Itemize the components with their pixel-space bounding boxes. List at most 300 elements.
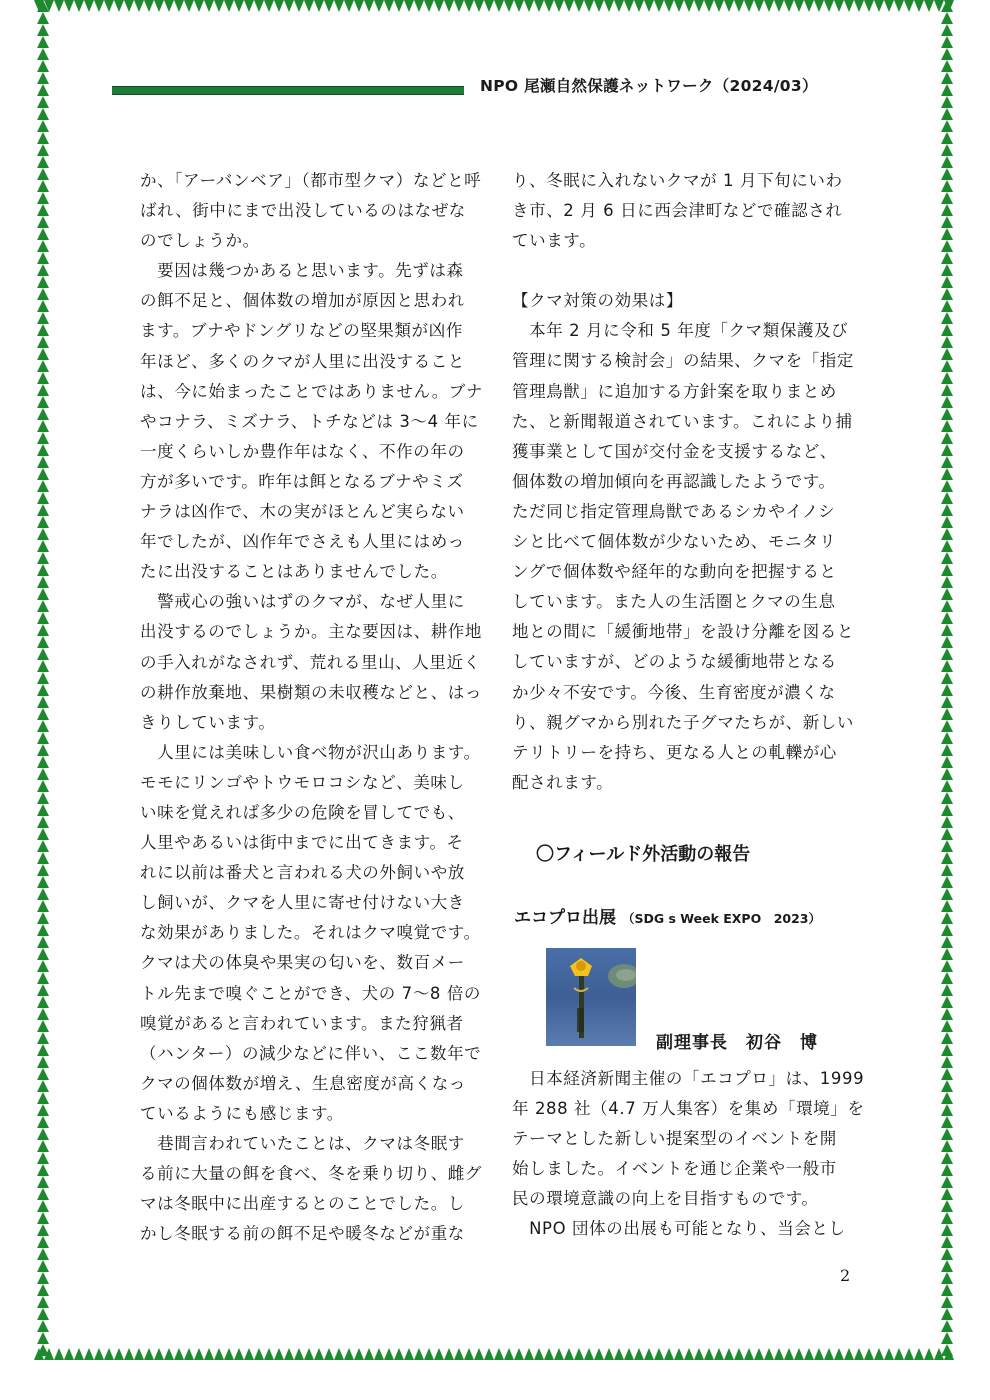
border-triangle (941, 1032, 953, 1044)
border-triangle (941, 384, 953, 396)
border-triangle (37, 540, 49, 552)
border-triangle (584, 0, 594, 12)
border-triangle (444, 0, 454, 12)
border-triangle (64, 0, 74, 12)
border-triangle (394, 0, 404, 12)
border-triangle (941, 228, 953, 240)
border-triangle (941, 276, 953, 288)
border-triangle (941, 96, 953, 108)
border-triangle (264, 1348, 274, 1360)
border-triangle (941, 660, 953, 672)
border-triangle (37, 252, 49, 264)
border-triangle (774, 0, 784, 12)
border-triangle (941, 708, 953, 720)
border-triangle (404, 0, 414, 12)
border-triangle (524, 0, 534, 12)
border-triangle (941, 1260, 953, 1272)
border-triangle (941, 1140, 953, 1152)
text-line: のでしょうか。 (140, 231, 260, 251)
border-triangle (37, 600, 49, 612)
border-triangle (484, 0, 494, 12)
border-triangle (894, 1348, 904, 1360)
border-triangle (941, 996, 953, 1008)
border-triangle (294, 0, 304, 12)
border-triangle (941, 24, 953, 36)
border-triangle (941, 540, 953, 552)
border-triangle (941, 720, 953, 732)
border-triangle (37, 276, 49, 288)
border-triangle (684, 1348, 694, 1360)
border-triangle (74, 0, 84, 12)
text-line: しています。また人の生活圏とクマの生息 (512, 592, 836, 612)
border-triangle (941, 300, 953, 312)
border-triangle (494, 1348, 504, 1360)
border-triangle (174, 0, 184, 12)
border-triangle (37, 792, 49, 804)
text-line: 本年 2 月に令和 5 年度「クマ類保護及び (512, 321, 849, 341)
border-triangle (744, 0, 754, 12)
text-line: 出没するのでしょうか。主な要因は、耕作地 (140, 622, 482, 642)
border-triangle (344, 1348, 354, 1360)
border-triangle (37, 1008, 49, 1020)
border-triangle (624, 0, 634, 12)
border-triangle (941, 360, 953, 372)
border-triangle (37, 1224, 49, 1236)
border-triangle (634, 0, 644, 12)
border-triangle (37, 132, 49, 144)
text-line: テリトリーを持ち、更なる人との軋轢が心 (512, 742, 837, 762)
border-triangle (37, 312, 49, 324)
border-triangle (904, 1348, 914, 1360)
text-line: ナラは凶作で、木の実がほとんど実らない (140, 502, 465, 522)
border-triangle (114, 1348, 124, 1360)
border-triangle (37, 696, 49, 708)
border-triangle (784, 1348, 794, 1360)
border-triangle (37, 12, 49, 24)
border-triangle (941, 876, 953, 888)
border-triangle (941, 936, 953, 948)
border-triangle (37, 468, 49, 480)
border-triangle (37, 300, 49, 312)
border-triangle (37, 684, 49, 696)
border-triangle (941, 1236, 953, 1248)
left-column (140, 166, 492, 1249)
text-line: り、親グマから別れた子グマたちが、新しい (512, 712, 854, 732)
border-triangle (664, 1348, 674, 1360)
text-line: か、「アーバンベア」（都市型クマ）などと呼 (140, 171, 482, 190)
border-triangle (941, 816, 953, 828)
border-triangle (941, 1116, 953, 1128)
border-triangle (941, 552, 953, 564)
border-triangle (37, 24, 49, 36)
border-triangle (324, 1348, 334, 1360)
border-triangle (37, 420, 49, 432)
text-line: の手入れがなされず、荒れる里山、人里近く (140, 652, 481, 672)
border-triangle (54, 1348, 64, 1360)
border-triangle (941, 1044, 953, 1056)
border-triangle (174, 1348, 184, 1360)
border-triangle (254, 1348, 264, 1360)
border-triangle (941, 888, 953, 900)
border-triangle (37, 660, 49, 672)
paragraph (140, 738, 492, 1129)
border-triangle (464, 1348, 474, 1360)
text-line: 管理鳥獣」に追加する方針案を取りまとめ (512, 381, 837, 401)
text-line: 配されます。 (512, 772, 614, 792)
border-triangle (37, 996, 49, 1008)
border-triangle (624, 1348, 634, 1360)
text-line: ているようにも感じます。 (140, 1103, 344, 1123)
border-triangle (874, 1348, 884, 1360)
report-text (512, 1064, 864, 1245)
border-triangle (37, 444, 49, 456)
border-triangle (941, 1056, 953, 1068)
border-triangle (941, 768, 953, 780)
border-triangle (924, 1348, 934, 1360)
border-triangle (941, 312, 953, 324)
border-triangle (124, 0, 134, 12)
border-triangle (941, 144, 953, 156)
border-triangle (554, 1348, 564, 1360)
border-triangle (754, 1348, 764, 1360)
border-triangle (941, 12, 953, 24)
border-triangle (941, 0, 953, 12)
border-triangle (941, 1152, 953, 1164)
text-line: きりしています。 (140, 712, 276, 732)
text-line: 方が多いです。昨年は餌となるブナやミズ (140, 471, 464, 491)
header-bar (112, 86, 464, 95)
border-triangle (244, 0, 254, 12)
border-triangle (37, 1248, 49, 1260)
border-triangle (474, 0, 484, 12)
border-triangle (37, 1200, 49, 1212)
border-triangle (874, 0, 884, 12)
border-triangle (824, 0, 834, 12)
border-triangle (264, 0, 274, 12)
border-triangle (524, 1348, 534, 1360)
border-triangle (37, 480, 49, 492)
text-line: 人里には美味しい食べ物が沢山あります。 (140, 742, 481, 762)
border-triangle (37, 228, 49, 240)
flower-photo (546, 948, 636, 1046)
border-triangle (941, 1068, 953, 1080)
text-line: の耕作放棄地、果樹類の未収穫などと、はっ (140, 682, 482, 702)
left-border (36, 0, 50, 1362)
border-triangle (834, 1348, 844, 1360)
border-triangle (724, 1348, 734, 1360)
border-triangle (554, 0, 564, 12)
border-triangle (454, 1348, 464, 1360)
text-line: た、と新聞報道されています。これにより捕 (512, 411, 853, 431)
border-triangle (894, 0, 904, 12)
border-triangle (37, 840, 49, 852)
right-column (512, 166, 857, 798)
border-triangle (941, 1188, 953, 1200)
border-triangle (144, 1348, 154, 1360)
border-triangle (434, 0, 444, 12)
border-triangle (941, 48, 953, 60)
border-triangle (37, 240, 49, 252)
border-triangle (941, 1344, 953, 1356)
border-triangle (604, 1348, 614, 1360)
border-triangle (37, 936, 49, 948)
border-triangle (37, 1116, 49, 1128)
border-triangle (594, 1348, 604, 1360)
border-triangle (37, 852, 49, 864)
border-triangle (814, 1348, 824, 1360)
border-triangle (941, 408, 953, 420)
text-line: シと比べて個体数が少ないため、モニタリ (512, 532, 837, 552)
border-triangle (37, 120, 49, 132)
border-triangle (37, 960, 49, 972)
paragraph (140, 256, 492, 587)
border-triangle (37, 108, 49, 120)
border-triangle (194, 0, 204, 12)
border-triangle (114, 0, 124, 12)
border-triangle (564, 0, 574, 12)
text-line: やコナラ、ミズナラ、トチなどは 3～4 年に (140, 411, 479, 431)
border-triangle (794, 0, 804, 12)
border-triangle (564, 1348, 574, 1360)
border-triangle (164, 0, 174, 12)
border-triangle (774, 1348, 784, 1360)
border-triangle (134, 1348, 144, 1360)
border-triangle (414, 1348, 424, 1360)
border-triangle (37, 912, 49, 924)
border-triangle (37, 1284, 49, 1296)
border-triangle (941, 852, 953, 864)
border-triangle (941, 1008, 953, 1020)
border-triangle (644, 0, 654, 12)
border-triangle (37, 828, 49, 840)
border-triangle (941, 984, 953, 996)
text-line: 民の環境意識の向上を目指すものです。 (512, 1189, 819, 1209)
border-triangle (214, 0, 224, 12)
text-line: 年でしたが、凶作年でさえも人里にはめっ (140, 532, 465, 552)
border-triangle (37, 780, 49, 792)
border-triangle (37, 1296, 49, 1308)
border-triangle (941, 420, 953, 432)
border-triangle (941, 216, 953, 228)
border-triangle (37, 156, 49, 168)
border-triangle (254, 0, 264, 12)
border-triangle (154, 1348, 164, 1360)
border-triangle (941, 480, 953, 492)
border-triangle (494, 0, 504, 12)
border-triangle (37, 384, 49, 396)
border-triangle (941, 264, 953, 276)
border-triangle (104, 0, 114, 12)
border-triangle (674, 1348, 684, 1360)
border-triangle (734, 1348, 744, 1360)
border-triangle (37, 576, 49, 588)
border-triangle (654, 1348, 664, 1360)
text-line: 日本経済新聞主催の「エコプロ」は、1999 (512, 1069, 865, 1088)
border-triangle (37, 432, 49, 444)
border-triangle (37, 1332, 49, 1344)
border-triangle (37, 1236, 49, 1248)
border-triangle (37, 948, 49, 960)
border-triangle (941, 588, 953, 600)
border-triangle (834, 0, 844, 12)
border-triangle (764, 1348, 774, 1360)
border-triangle (454, 0, 464, 12)
border-triangle (941, 1284, 953, 1296)
border-triangle (444, 1348, 454, 1360)
text-line: していますが、どのような緩衝地帯となる (512, 652, 837, 672)
border-triangle (37, 492, 49, 504)
border-triangle (941, 528, 953, 540)
border-triangle (244, 1348, 254, 1360)
border-triangle (37, 984, 49, 996)
border-triangle (941, 324, 953, 336)
border-triangle (304, 1348, 314, 1360)
border-triangle (941, 468, 953, 480)
border-triangle (37, 1044, 49, 1056)
right-border (940, 0, 954, 1362)
border-triangle (484, 1348, 494, 1360)
border-triangle (941, 1212, 953, 1224)
border-triangle (941, 1332, 953, 1344)
border-triangle (37, 144, 49, 156)
byline: 副理事長 初谷 博 (656, 1033, 818, 1053)
border-triangle (37, 864, 49, 876)
border-triangle (941, 672, 953, 684)
border-triangle (204, 1348, 214, 1360)
border-triangle (37, 768, 49, 780)
border-triangle (744, 1348, 754, 1360)
border-triangle (37, 1188, 49, 1200)
border-triangle (37, 1032, 49, 1044)
text-line: か少々不安です。今後、生育密度が濃くな (512, 682, 836, 702)
text-line: たに出没することはありませんでした。 (140, 562, 448, 582)
border-triangle (941, 624, 953, 636)
border-triangle (941, 1020, 953, 1032)
border-triangle (941, 1092, 953, 1104)
bottom-border (34, 1348, 956, 1362)
border-triangle (941, 804, 953, 816)
border-triangle (37, 36, 49, 48)
border-triangle (37, 888, 49, 900)
border-triangle (941, 396, 953, 408)
border-triangle (941, 180, 953, 192)
border-triangle (37, 1056, 49, 1068)
border-triangle (904, 0, 914, 12)
text-line: 警戒心の強いはずのクマが、なぜ人里に (140, 592, 465, 612)
border-triangle (914, 0, 924, 12)
border-triangle (941, 456, 953, 468)
border-triangle (941, 60, 953, 72)
border-triangle (37, 1308, 49, 1320)
border-triangle (504, 1348, 514, 1360)
border-triangle (224, 0, 234, 12)
border-triangle (324, 0, 334, 12)
border-triangle (37, 180, 49, 192)
border-triangle (37, 1272, 49, 1284)
border-triangle (941, 1248, 953, 1260)
border-triangle (37, 972, 49, 984)
text-line: 人里やあるいは街中までに出てきます。そ (140, 833, 464, 853)
border-triangle (654, 0, 664, 12)
border-triangle (514, 1348, 524, 1360)
border-triangle (37, 60, 49, 72)
border-triangle (384, 0, 394, 12)
text-line: り、冬眠に入れないクマが 1 月下旬にいわ (512, 171, 843, 190)
border-triangle (314, 1348, 324, 1360)
text-line: クマは犬の体臭や果実の匂いを、数百メー (140, 953, 465, 973)
border-triangle (37, 1092, 49, 1104)
border-triangle (941, 600, 953, 612)
border-triangle (941, 696, 953, 708)
border-triangle (424, 1348, 434, 1360)
border-triangle (37, 552, 49, 564)
border-triangle (37, 636, 49, 648)
border-triangle (884, 0, 894, 12)
border-triangle (334, 1348, 344, 1360)
text-line: 巷間言われていたことは、クマは冬眠す (140, 1134, 465, 1153)
border-triangle (294, 1348, 304, 1360)
paragraph (140, 166, 492, 256)
border-triangle (941, 36, 953, 48)
border-triangle (694, 1348, 704, 1360)
border-triangle (941, 948, 953, 960)
border-triangle (941, 120, 953, 132)
border-triangle (584, 1348, 594, 1360)
border-triangle (704, 1348, 714, 1360)
border-triangle (814, 0, 824, 12)
border-triangle (534, 0, 544, 12)
border-triangle (37, 396, 49, 408)
border-triangle (37, 1260, 49, 1272)
border-triangle (941, 840, 953, 852)
border-triangle (364, 1348, 374, 1360)
border-triangle (374, 1348, 384, 1360)
border-triangle (941, 924, 953, 936)
border-triangle (794, 1348, 804, 1360)
border-triangle (544, 1348, 554, 1360)
text-line: トル先まで嗅ぐことができ、犬の 7～8 倍の (140, 983, 482, 1003)
border-triangle (941, 756, 953, 768)
border-triangle (674, 0, 684, 12)
text-line: な効果がありました。それはクマ嗅覚です。 (140, 923, 481, 943)
text-line: ばれ、街中にまで出没しているのはなぜな (140, 201, 466, 221)
border-triangle (344, 0, 354, 12)
text-line: 管理に関する検討会」の結果、クマを「指定 (512, 351, 854, 371)
border-triangle (544, 0, 554, 12)
text-line: し飼いが、クマを人里に寄せ付けない大き (140, 893, 465, 913)
top-border (34, 0, 956, 14)
border-triangle (37, 96, 49, 108)
border-triangle (37, 336, 49, 348)
text-line: ています。 (512, 231, 597, 251)
border-triangle (37, 672, 49, 684)
border-triangle (941, 240, 953, 252)
border-triangle (37, 324, 49, 336)
border-triangle (37, 48, 49, 60)
border-triangle (941, 828, 953, 840)
border-triangle (204, 0, 214, 12)
page-number: 2 (840, 1266, 851, 1285)
border-triangle (314, 0, 324, 12)
border-triangle (941, 744, 953, 756)
border-triangle (194, 1348, 204, 1360)
border-triangle (37, 528, 49, 540)
border-triangle (464, 0, 474, 12)
right-intro (512, 166, 857, 256)
border-triangle (941, 576, 953, 588)
text-line: 一度くらいしか豊作年はなく、不作の年の (140, 441, 465, 461)
text-line: 獲事業として国が交付金を支援するなど、 (512, 441, 837, 461)
